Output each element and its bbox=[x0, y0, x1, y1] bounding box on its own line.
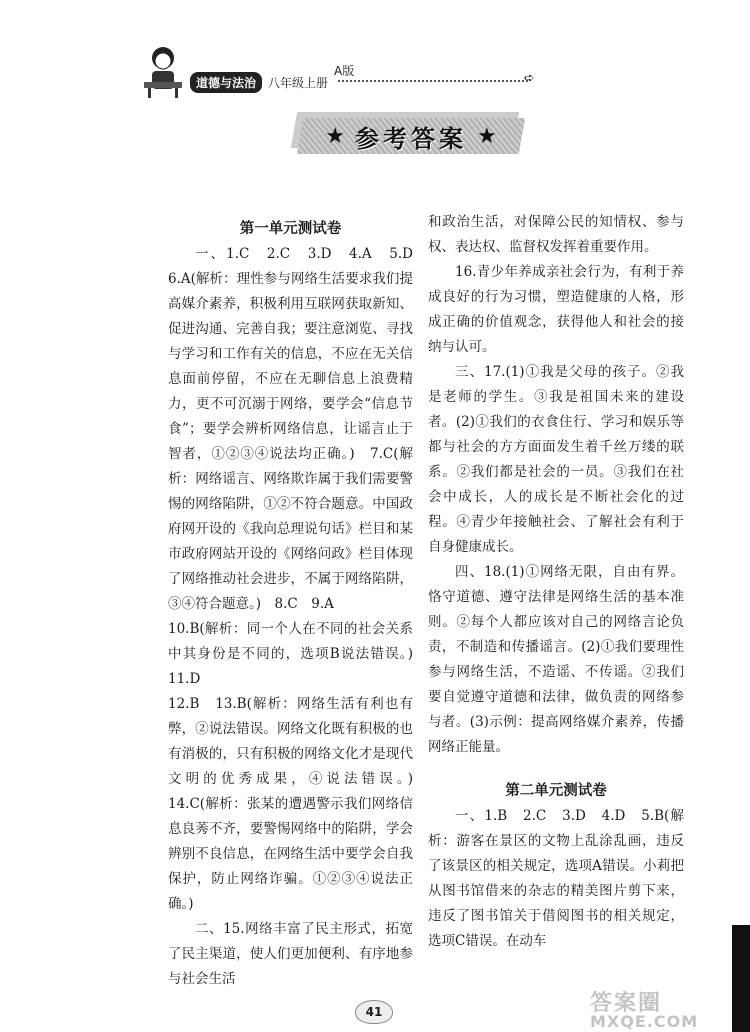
section-title: 第一单元测试卷 bbox=[239, 220, 342, 237]
watermark-line1: 答案圈 bbox=[590, 991, 663, 1016]
answer-paragraph: 一、1.B 2.C 3.D 4.D 5.B(解析：游客在景区的文物上乱涂乱画，违反了该景区的相关规定，选项A错误。小莉把从图书馆借来的杂志的精美图片剪下来，违反了图书馆关于借阅图书的相关规定，选项C错误。在动车 bbox=[428, 808, 684, 949]
watermark bbox=[590, 991, 699, 1031]
answer-paragraph: 和政治生活，对保障公民的知情权、参与权、表达权、监督权发挥着重要作用。 bbox=[428, 214, 684, 255]
answer-paragraph: 10.B(解析：同一个人在不同的社会关系中其身份是不同的，选项B说法错误。) 11.D bbox=[168, 621, 427, 687]
answer-banner bbox=[300, 118, 522, 154]
side-tab bbox=[732, 925, 750, 1032]
volume-label: 上册 bbox=[304, 76, 329, 90]
watermark-line2: MXQE.COM bbox=[590, 1012, 699, 1031]
grade-label: 八年级 bbox=[268, 76, 305, 90]
student-mascot-icon bbox=[140, 44, 186, 100]
edition-label: A版 bbox=[334, 64, 355, 78]
right-column bbox=[428, 210, 684, 954]
answer-paragraph: 12.B 13.B(解析：网络生活有利也有弊，②说法错误。网络文化既有积极的也有消极的，只有积极的网络文化才是现代文明的优秀成果，④说法错误。) 14.C(解析：张某的遭遇警示我们网络信息良莠不齐，要警惕网络中的陷阱，学会辨别不良信息，在网络生活中要学会自我保护，防止网络诈骗。①②③④说法正确。) bbox=[168, 696, 427, 912]
star-icon: ★ bbox=[477, 123, 497, 149]
star-icon: ★ bbox=[325, 123, 345, 149]
answer-paragraph: 三、17.(1)①我是父母的孩子。②我是老师的学生。③我是祖国未来的建设者。(2)①我们的衣食住行、学习和娱乐等都与社会的方方面面发生着千丝万缕的联系。②我们都是社会的一员。③我们在社会中成长，人的成长是不断社会化的过程。④青少年接触社会、了解社会有利于自身健康成长。 bbox=[428, 364, 684, 555]
answer-paragraph: 16.青少年养成亲社会行为，有利于养成良好的行为习惯，塑造健康的人格，形成正确的价值观念，获得他人和社会的接纳与认可。 bbox=[428, 264, 684, 355]
page-number: 41 bbox=[355, 1000, 393, 1024]
answer-paragraph: 一、1.C 2.C 3.D 4.A 5.D 6.A(解析：理性参与网络生活要求我们提高媒介素养，积极利用互联网获取新知、促进沟通、完善自我；要注意浏览、寻找与学习和工作有关的信息，不应在无关信息面前停留，不应在无聊信息上浪费精力，更不可沉溺于网络，要学会“信息节食”；要学会辨析网络信息，让谣言止于智者，①②③④说法均正确。) 7.C(解析：网络谣言、网络欺诈属于我们需要警惕的网络陷阱，①②不符合题意。中国政府网开设的《我向总理说句话》栏目和某市政府网站开设的《网络问政》栏目体现了网络推动社会进步，不属于网络陷阱，③④符合题意。) 8.C 9.A bbox=[168, 246, 427, 612]
subject-badge: 道德与法治 bbox=[190, 72, 262, 93]
answer-paragraph: 四、18.(1)①网络无限，自由有界。恪守道德、遵守法律是网络生活的基本准则。②每个人都应该对自己的网络言论负责，不制造和传播谣言。(2)①我们要理性参与网络生活，不造谣、不传谣。②我们要自觉遵守道德和法律，做负责的网络参与者。(3)示例：提高网络媒介素养，传播网络正能量。 bbox=[428, 564, 684, 755]
left-column bbox=[168, 216, 427, 992]
arrow-right-icon: ➪ bbox=[524, 71, 535, 86]
answer-paragraph: 二、15.网络丰富了民主形式，拓宽了民主渠道，使人们更加便利、有序地参与社会生活 bbox=[168, 921, 413, 987]
section-title: 第二单元测试卷 bbox=[505, 782, 607, 799]
header-dotted-line bbox=[338, 80, 528, 82]
banner-title: 参考答案 bbox=[355, 123, 467, 153]
